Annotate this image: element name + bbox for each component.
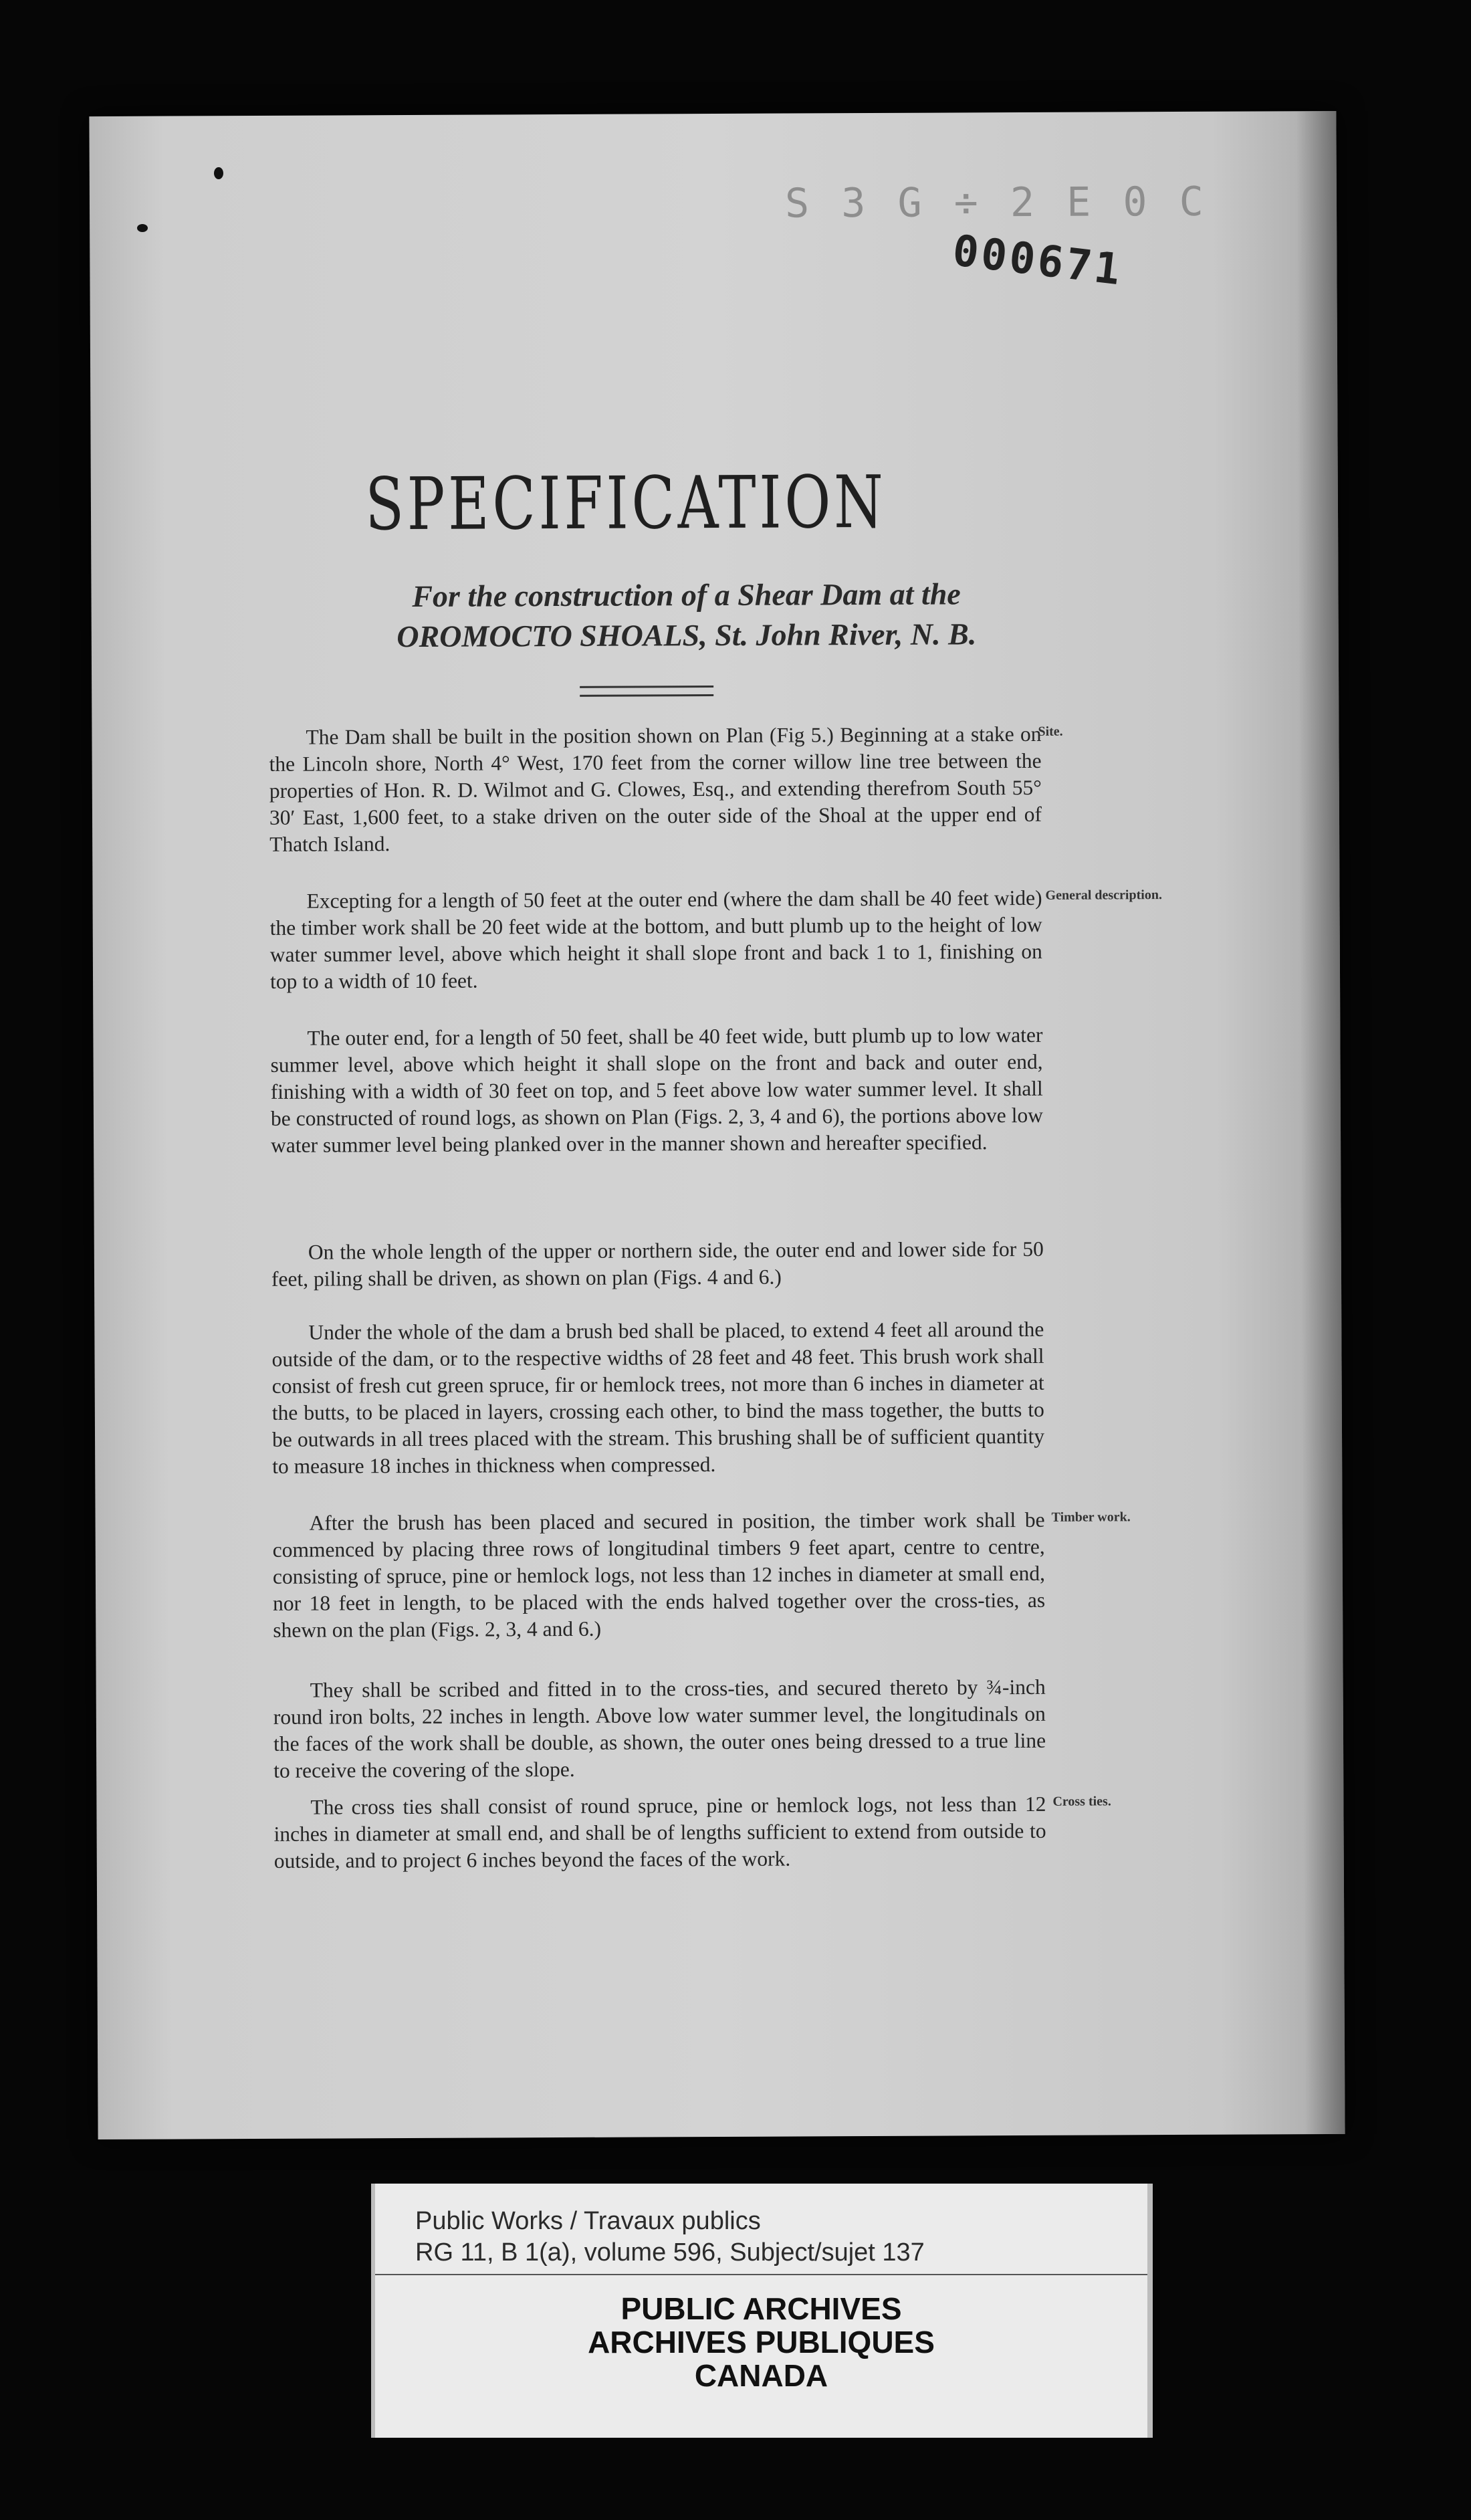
margin-note-site: Site.: [1038, 724, 1063, 739]
document-title: SPECIFICATION: [365, 460, 887, 547]
paragraph-general-description: Excepting for a length of 50 feet at the outer end (where the dam shall be 40 feet wide) the timber work shall be 20 feet wide at the bottom, and butt plumb up to the height of low water summer level, above which height it shall slope front and back 1 to 1, finishing on top to a width of 10 feet.: [269, 885, 1042, 993]
scan-speck: [137, 224, 148, 232]
faint-stamp: S 3 G ÷ 2 E 0 C: [784, 178, 1208, 227]
archive-label: [371, 2184, 1153, 2438]
margin-note-general-description: General description.: [1045, 887, 1162, 903]
document-subtitle: [251, 573, 1121, 657]
subtitle-line-1: For the construction of a Shear Dam at the: [412, 576, 961, 613]
margin-note-cross-ties: Cross ties.: [1052, 1794, 1111, 1809]
paragraph-timber-work: After the brush has been placed and secured in position, the timber work shall be commenced by placing three rows of longitudinal timbers 9 feet apart, centre to centre, consisting of spruce, pine or hemlock logs, not less than 12 inches in diameter at small end, nor 18 feet in length, to be placed with the ends halved together over the cross-ties, as shewn on the plan (Figs. 2, 3, 4 and 6.): [272, 1507, 1046, 1642]
paragraph-outer-end: The outer end, for a length of 50 feet, shall be 40 feet wide, butt plumb up to low water summer level, above which height it shall slope on the front and back and outer end, finishing with a width of 30 feet on top, and 5 feet above low water summer level. It shall be constructed of round logs, as shown on Plan (Figs. 2, 3, 4 and 6), the portions above low water summer level being planked over in the manner shown and hereafter specified.: [270, 1023, 1044, 1157]
label-divider: [375, 2274, 1147, 2275]
subtitle-line-2: OROMOCTO SHOALS, St. John River, N. B.: [397, 617, 977, 654]
scan-speck: [214, 167, 223, 179]
paragraph-scribing: They shall be scribed and fitted in to the cross-ties, and secured thereto by ¾-inch round iron bolts, 22 inches in length. Above low water summer level, the longitudinals on the faces of the work shall be double, as shown, the outer ones being dressed to a true line to receive the covering of the slope.: [273, 1675, 1046, 1782]
paragraph-piling: On the whole length of the upper or northern side, the outer end and lower side for 50 feet, piling shall be driven, as shown on plan (Figs. 4 and 6.): [271, 1237, 1044, 1291]
title-double-rule: [580, 686, 713, 697]
margin-note-timber-work: Timber work.: [1051, 1509, 1131, 1525]
paragraph-site: The Dam shall be built in the position shown on Plan (Fig 5.) Beginning at a stake on the Lincoln shore, North 4° West, 170 feet from the corner willow line tree between the properties of Hon. R. D. Wilmot and G. Clowes, Esq., and extending therefrom South 55° 30′ East, 1,600 feet, to a stake driven on the outer side of the Shoal at the upper end of Thatch Island.: [269, 722, 1042, 856]
document-page: [89, 111, 1345, 2139]
label-archives-en: PUBLIC ARCHIVES: [620, 2291, 902, 2326]
label-fonds: Public Works / Travaux publics: [415, 2207, 761, 2235]
label-archives-fr: ARCHIVES PUBLIQUES: [588, 2325, 935, 2359]
label-country: CANADA: [694, 2358, 828, 2393]
paragraph-cross-ties: The cross ties shall consist of round spruce, pine or hemlock logs, not less than 12 inches in diameter at small end, and shall be of lengths sufficient to extend from outside to outside, and to project 6 inches beyond the faces of the work.: [273, 1792, 1046, 1873]
paragraph-brush-bed: Under the whole of the dam a brush bed shall be placed, to extend 4 feet all around the outside of the dam, or to the respective widths of 28 feet and 48 feet. This brush work shall consist of fresh cut green spruce, fir or hemlock trees, not more than 6 inches in diameter at the butts, to be placed in layers, crossing each other, to bind the mass together, the butts to be outwards in all trees placed with the stream. This brushing shall be of sufficient quantity to measure 18 inches in thickness when compressed.: [271, 1317, 1045, 1478]
label-reference: RG 11, B 1(a), volume 596, Subject/sujet 137: [415, 2238, 925, 2267]
page-fold-shadow: [1296, 111, 1345, 2134]
archive-number-stamp: 000671: [949, 226, 1126, 296]
